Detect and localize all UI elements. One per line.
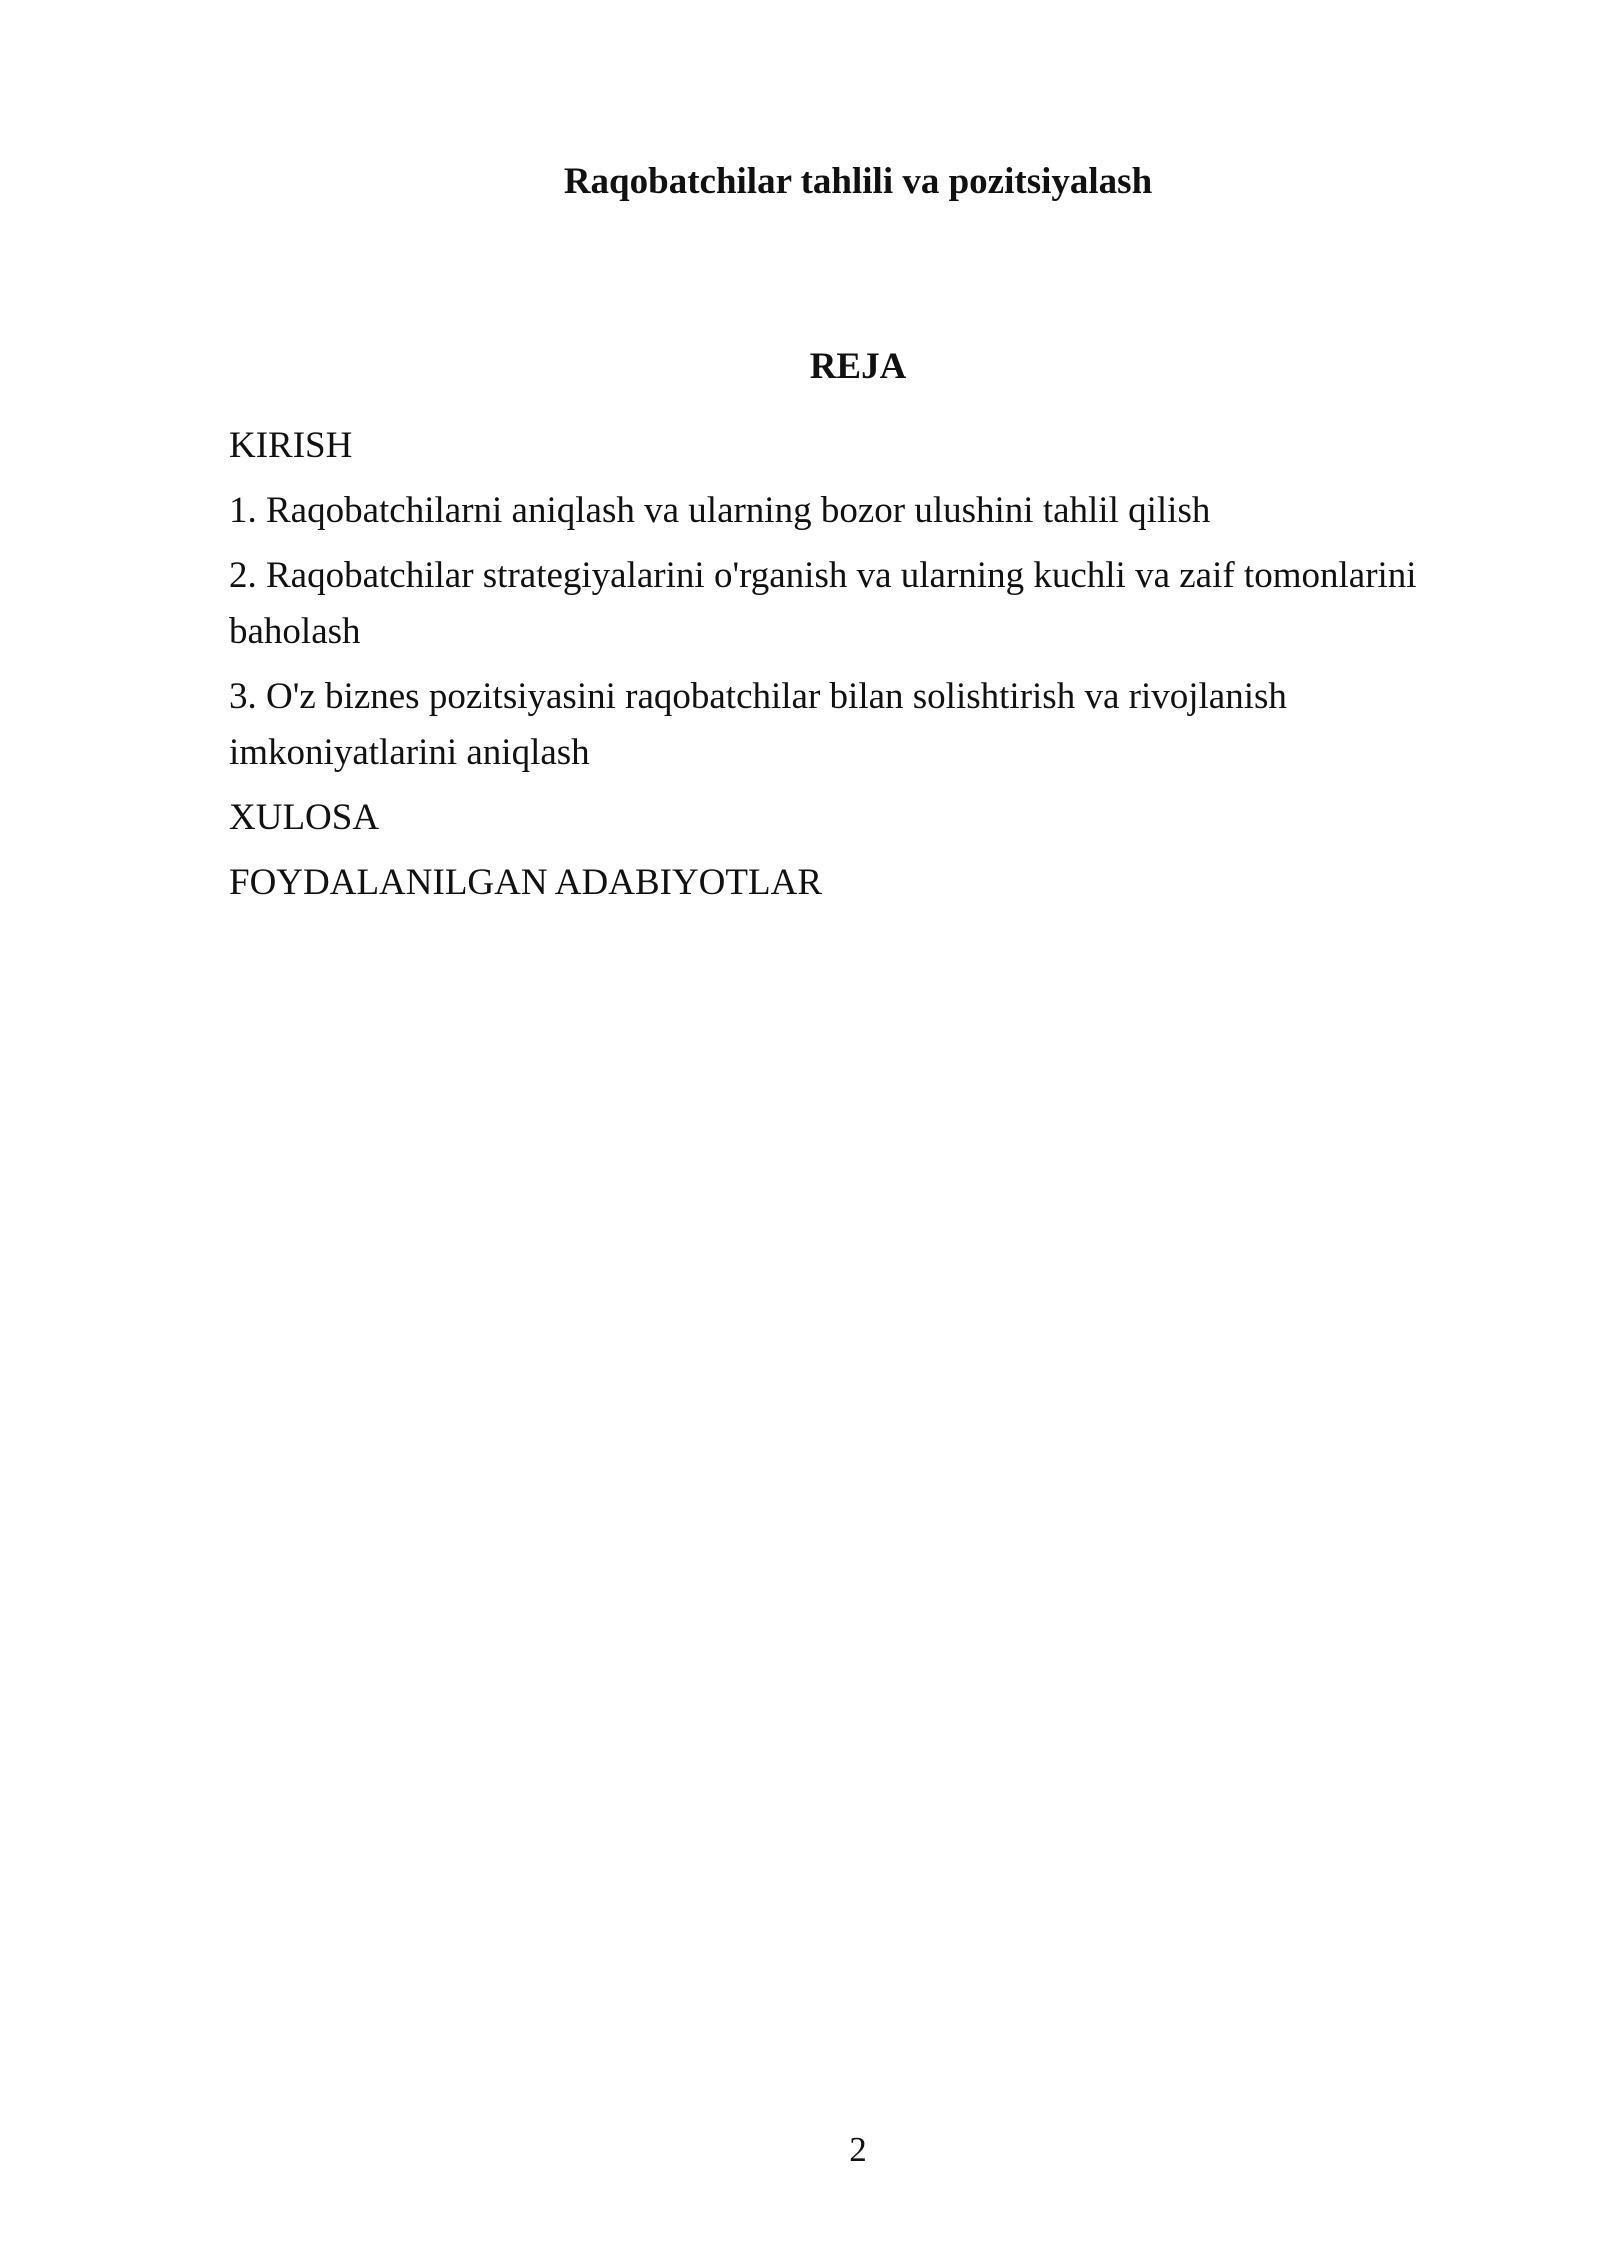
plan-item-references: FOYDALANILGAN ADABIYOTLAR [229,862,822,903]
plan-item-conclusion: XULOSA [229,797,380,838]
page-number: 2 [849,2130,867,2169]
plan-list [229,418,1459,920]
plan-item-1: 1. Raqobatchilarni aniqlash va ularning bozor ulushini tahlil qilish [229,490,1211,531]
plan-heading: REJA [809,346,907,387]
plan-item-2: 2. Raqobatchilar strategiyalarini o'rganish va ularning kuchli va zaif tomonlarini baholash [229,555,1417,652]
plan-item-introduction: KIRISH [229,425,353,466]
plan-item-3: 3. O'z biznes pozitsiyasini raqobatchilar bilan solishtirish va rivojlanish imkoniyatlarini aniqlash [229,676,1287,773]
document-title: Raqobatchilar tahlili va pozitsiyalash [563,161,1153,202]
